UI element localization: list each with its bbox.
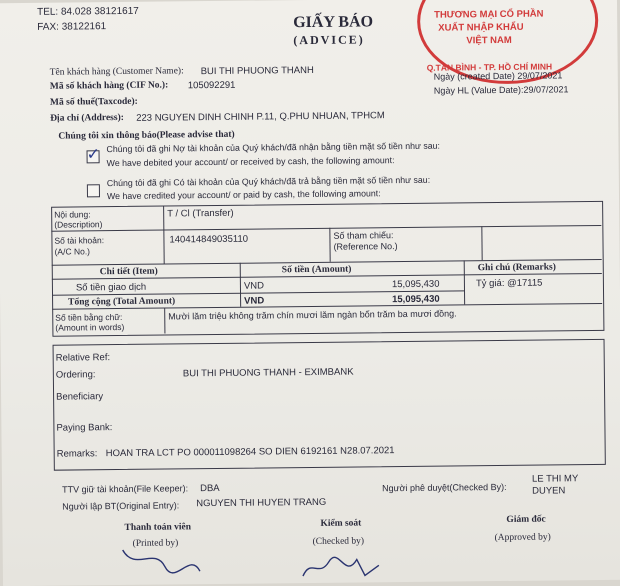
column-amount: Số tiền (Amount): [281, 264, 352, 276]
debit-text-vi: Chúng tôi đã ghi Nợ tài khoản của Quý khách/đã nhận bằng tiền mặt số tiền như sau:: [106, 140, 440, 155]
exchange-rate: Tỷ giá: @17115: [475, 277, 543, 290]
original-entry-value: NGUYEN THI HUYEN TRANG: [196, 496, 327, 510]
file-keeper-value: DBA: [200, 482, 220, 495]
created-date: Ngày (created Date) 29/07/2021: [433, 70, 563, 82]
content-value: T / Cl (Transfer): [167, 207, 234, 220]
stamp-line-1: THƯƠNG MẠI CỔ PHẦN: [434, 8, 544, 21]
handwritten-signature-2: [299, 551, 389, 582]
debit-checkbox: [86, 144, 101, 164]
signature-checked-en: (Checked by): [312, 536, 365, 547]
original-entry-label: Người lập BT(Original Entry):: [62, 500, 180, 512]
ordering-value: BUI THI PHUONG THANH - EXIMBANK: [182, 366, 354, 380]
signature-printed-by-en: (Printed by): [132, 538, 179, 549]
reference-label: Số tham chiếu:: [333, 230, 394, 241]
address-value: 223 NGUYEN DINH CHINH P.11, Q.PHU NHUAN, TPHCM: [136, 110, 385, 124]
signature-director: Giám đốc: [506, 514, 546, 525]
account-number: 140414849035110: [169, 233, 249, 246]
reference-label-en: (Reference No.): [333, 241, 398, 252]
ordering-label: Ordering:: [55, 369, 96, 381]
checker-name-line1: LE THI MY: [531, 473, 579, 485]
signature-checked: Kiểm soát: [320, 518, 362, 529]
stamp-arc: Q.TÂN BÌNH - TP. HỒ CHÍ MINH: [426, 61, 553, 73]
paying-bank-label: Paying Bank:: [56, 422, 113, 434]
document-subtitle: (ADVICE): [293, 32, 365, 48]
transaction-currency: VND: [243, 280, 265, 292]
remarks-label: Remarks:: [56, 448, 98, 460]
checker-name-line2: DUYEN: [532, 485, 566, 497]
bank-tel: TEL: 84.028 38121617: [37, 5, 139, 18]
cif-value: 105092291: [187, 79, 236, 92]
document-title: GIẤY BÁO: [293, 13, 374, 32]
account-label-en: (A/C No.): [54, 246, 91, 257]
beneficiary-label: Beneficiary: [56, 391, 104, 403]
account-label: Số tài khoản:: [54, 235, 105, 246]
credit-text-vi: Chúng tôi đã ghi Có tài khoản của Quý khách/đã trả bằng tiền mặt số tiền như sau:: [106, 174, 431, 189]
cif-label: Mã số khách hàng (CIF No.):: [49, 80, 169, 92]
bank-fax: FAX: 38122161: [37, 21, 107, 33]
stamp-line-3: VIỆT NAM: [466, 34, 512, 47]
customer-name: BUI THI PHUONG THANH: [200, 64, 314, 78]
signature-printed-by: Thanh toán viên: [124, 522, 192, 533]
credit-checkbox: [87, 184, 100, 197]
checkmark-icon: ✓: [86, 144, 101, 164]
total-amount: 15,095,430: [392, 293, 440, 306]
debit-text-en: We have debited your account/ or received by cash, the following amount:: [106, 155, 395, 169]
address-label: Địa chỉ (Address):: [50, 112, 124, 124]
credit-text-en: We have credited your account/ or paid by cash, the following amount:: [106, 188, 381, 202]
content-label-en: (Description): [54, 219, 103, 230]
checked-by-label: Người phê duyệt(Checked By):: [382, 481, 507, 494]
transaction-amount: 15,095,430: [391, 278, 440, 291]
value-date: Ngày HL (Value Date):29/07/2021: [433, 84, 569, 96]
relative-ref-label: Relative Ref:: [55, 352, 111, 364]
column-remarks: Ghi chú (Remarks): [477, 262, 556, 274]
tax-label: Mã số thuế(Taxcode):: [49, 96, 138, 108]
words-label-en: (Amount in words): [55, 321, 125, 333]
content-label: Nội dung:: [54, 209, 91, 220]
total-label: Tổng cộng (Total Amount): [68, 296, 176, 308]
advise-heading: Chúng tôi xin thông báo(Please advise that): [58, 129, 235, 142]
handwritten-signature-1: [115, 538, 205, 582]
stamp-line-2: XUẤT NHẬP KHẨU: [438, 21, 524, 34]
words-label: Số tiền bằng chữ:: [55, 311, 123, 323]
column-item: Chi tiết (Item): [99, 266, 158, 278]
transaction-amount-label: Số tiền giao dịch: [75, 281, 147, 294]
amount-in-words: Mười lăm triệu không trăm chín mươi lăm ngàn bốn trăm ba mươi đồng.: [168, 308, 457, 322]
signature-director-en: (Approved by): [494, 532, 551, 544]
total-currency: VND: [244, 295, 265, 307]
file-keeper-label: TTV giữ tài khoản(File Keeper):: [62, 483, 189, 495]
remarks-value: HOAN TRA LCT PO 000011098264 SO DIEN 6192161 N28.07.2021: [105, 445, 395, 460]
customer-name-label: Tên khách hàng (Customer Name):: [49, 66, 184, 78]
